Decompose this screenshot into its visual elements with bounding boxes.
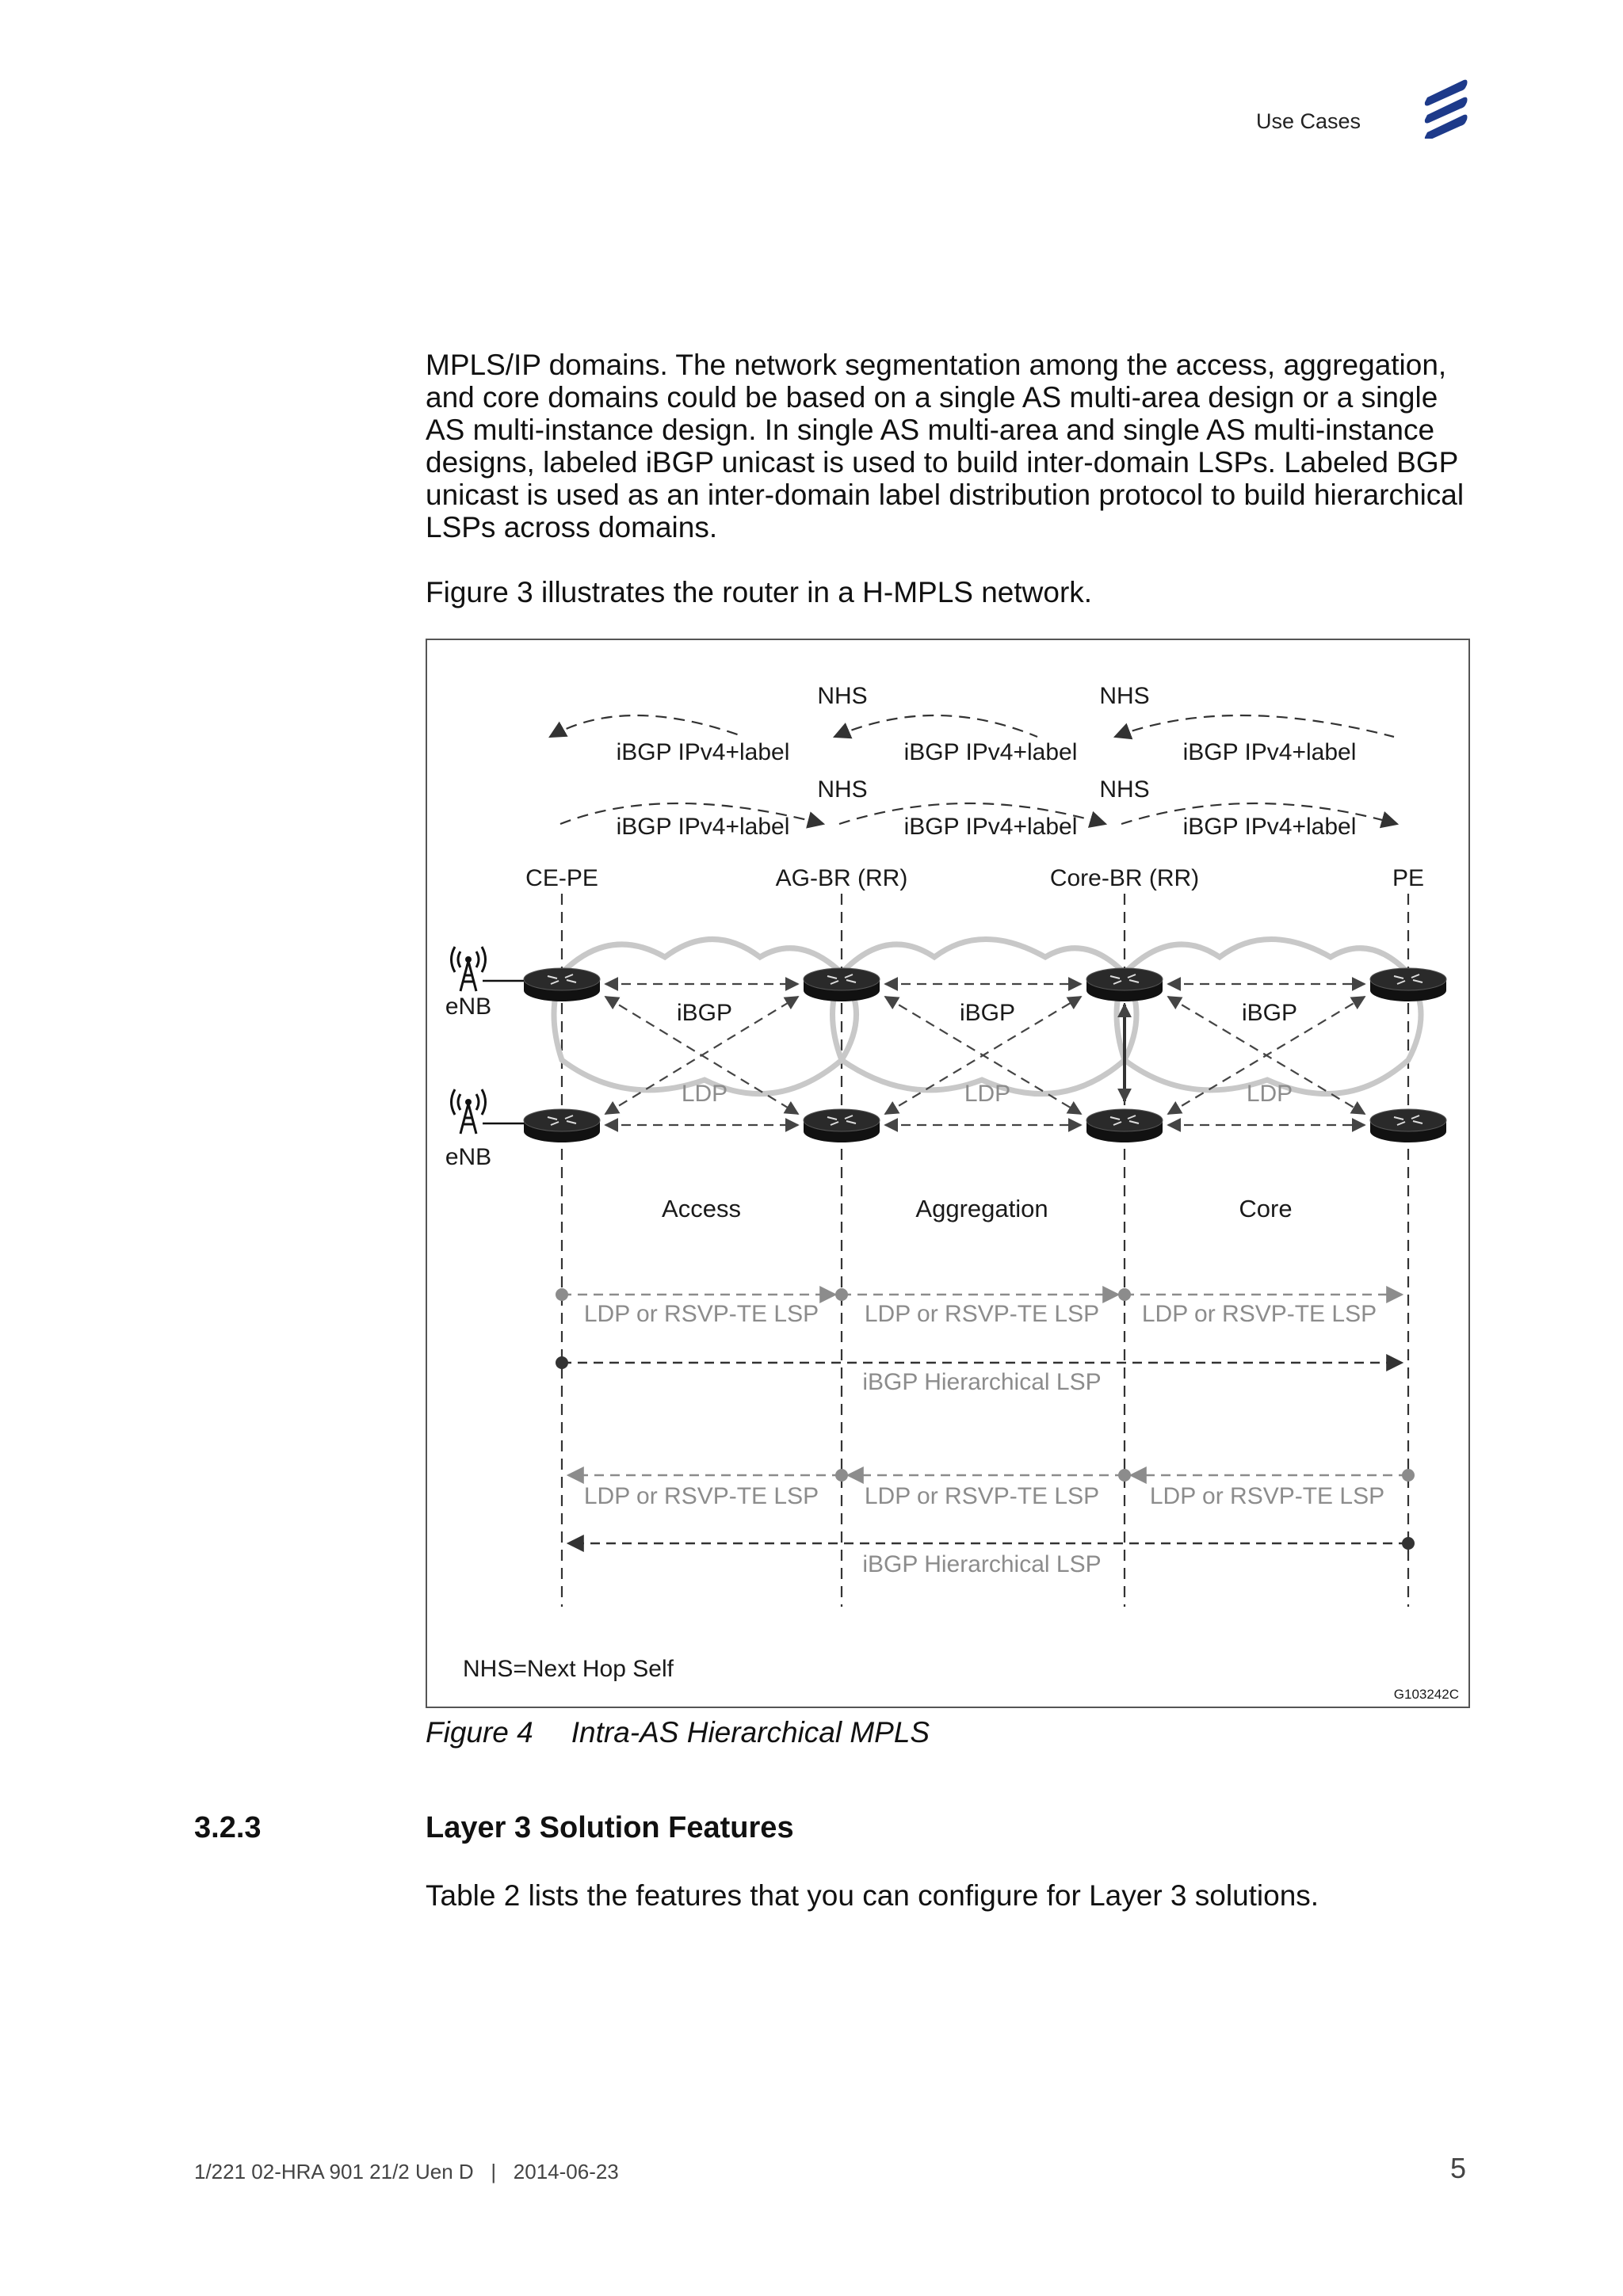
ibgp-ipv4-label-row2-3: iBGP IPv4+label (1182, 814, 1357, 840)
ibgp-label-core: iBGP (1241, 1000, 1298, 1026)
section-title: Layer 3 Solution Features (426, 1811, 794, 1844)
ericsson-logo-icon (1423, 75, 1470, 139)
figure-hierarchical-mpls (426, 639, 1470, 1708)
node-core-br-label: Core-BR (RR) (1049, 865, 1200, 891)
ibgp-ipv4-label-row1-3: iBGP IPv4+label (1182, 739, 1357, 765)
section-paragraph: Table 2 lists the features that you can configure for Layer 3 solutions. (426, 1879, 1319, 1912)
domain-aggregation-label: Aggregation (915, 1195, 1048, 1222)
node-ag-br-label: AG-BR (RR) (775, 865, 908, 891)
ibgp-label-aggregation: iBGP (959, 1000, 1016, 1026)
router-icon-ce-pe-top (524, 968, 600, 1001)
domain-access-label: Access (662, 1195, 741, 1222)
router-icon-ag-br-top (804, 968, 880, 1001)
router-icon-pe-top (1370, 968, 1446, 1001)
hier-lsp-rev-label: iBGP Hierarchical LSP (862, 1551, 1102, 1577)
router-icon-core-br-top (1086, 968, 1163, 1001)
caption-title: Intra-AS Hierarchical MPLS (571, 1716, 930, 1749)
antenna-icon-enb-top (452, 947, 486, 991)
node-pe-label: PE (1392, 865, 1425, 891)
router-icon-pe-bottom (1370, 1109, 1446, 1142)
ibgp-ipv4-label-row2-1: iBGP IPv4+label (616, 814, 790, 840)
lsp-seg-fwd-1: LDP or RSVP-TE LSP (583, 1301, 819, 1327)
enb-label-top: eNB (445, 994, 492, 1020)
nhs-label-top-2: NHS (1099, 683, 1150, 709)
ibgp-label-access: iBGP (676, 1000, 733, 1026)
enb-label-bottom: eNB (445, 1144, 492, 1170)
router-icon-ce-pe-bottom (524, 1109, 600, 1142)
nhs-label-mid-1: NHS (817, 776, 868, 803)
lsp-seg-rev-2: LDP or RSVP-TE LSP (864, 1483, 1100, 1509)
hier-lsp-fwd-label: iBGP Hierarchical LSP (862, 1369, 1102, 1395)
router-icon-ag-br-bottom (804, 1109, 880, 1142)
ibgp-ipv4-label-row1-2: iBGP IPv4+label (903, 739, 1078, 765)
antenna-icon-enb-bottom (452, 1089, 486, 1134)
nhs-label-top-1: NHS (817, 683, 868, 709)
ldp-label-aggregation: LDP (964, 1081, 1011, 1107)
ibgp-ipv4-label-row1-1: iBGP IPv4+label (616, 739, 790, 765)
lsp-seg-rev-3: LDP or RSVP-TE LSP (1149, 1483, 1385, 1509)
lsp-seg-fwd-2: LDP or RSVP-TE LSP (864, 1301, 1100, 1327)
figure-caption (426, 1716, 930, 1749)
lsp-seg-fwd-3: LDP or RSVP-TE LSP (1141, 1301, 1377, 1327)
header-section-label: Use Cases (1256, 109, 1361, 133)
nhs-label-mid-2: NHS (1099, 776, 1150, 803)
body-paragraph-2: Figure 3 illustrates the router in a H-MPLS network. (426, 576, 1093, 608)
router-icon-core-br-bottom (1086, 1109, 1163, 1142)
caption-number: Figure 4 (426, 1716, 533, 1749)
page-number: 5 (1450, 2152, 1467, 2184)
footer-doc-id: 1/221 02-HRA 901 21/2 Uen D | 2014-06-23 (194, 2160, 619, 2183)
lsp-seg-rev-1: LDP or RSVP-TE LSP (583, 1483, 819, 1509)
ldp-label-core: LDP (1246, 1081, 1293, 1107)
ibgp-ipv4-label-row2-2: iBGP IPv4+label (903, 814, 1078, 840)
node-ce-pe-label: CE-PE (525, 865, 598, 891)
body-paragraph-1: MPLS/IP domains. The network segmentation among the access, aggregation, and core domains could be based on a single AS multi-area design or a single AS multi-instance design. In single AS multi-area and single AS multi-instance designs, labeled iBGP unicast is used to build inter-domain LSPs. Labeled BGP unicast is used as an inter-domain label distribution protocol to build hierarchical LSPs across domains. (426, 349, 1465, 543)
ldp-label-access: LDP (681, 1081, 728, 1107)
figure-id: G103242C (1393, 1687, 1459, 1702)
section-number: 3.2.3 (194, 1811, 262, 1844)
domain-core-label: Core (1239, 1195, 1293, 1222)
legend-nhs: NHS=Next Hop Self (463, 1656, 674, 1682)
